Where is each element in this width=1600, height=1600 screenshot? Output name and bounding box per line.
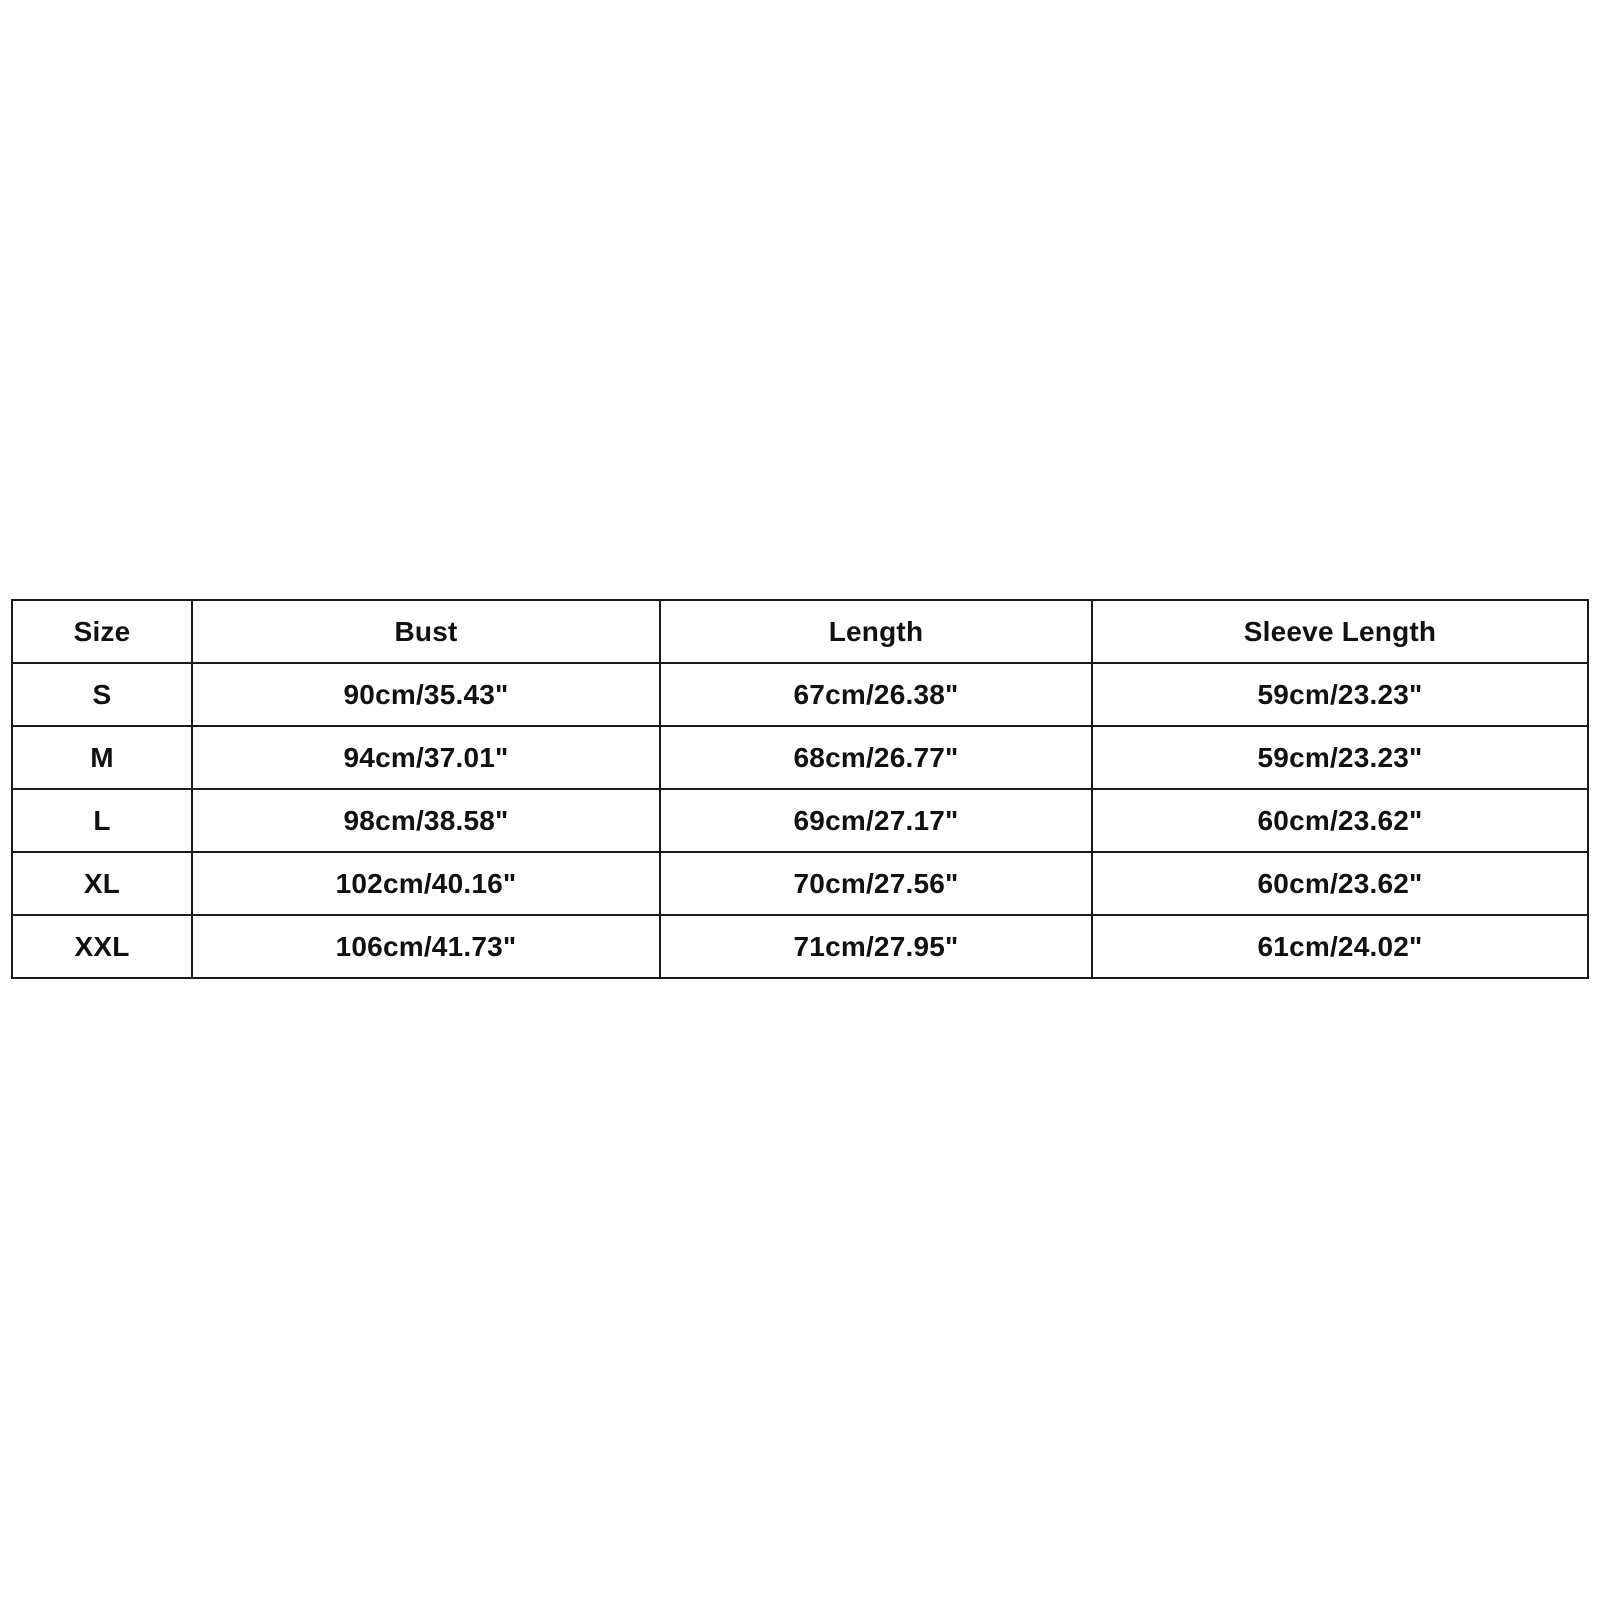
header-sleeve-length: Sleeve Length [1092, 600, 1588, 663]
header-bust: Bust [192, 600, 660, 663]
cell-bust: 102cm/40.16" [192, 852, 660, 915]
cell-sleeve-length: 59cm/23.23" [1092, 663, 1588, 726]
cell-length: 69cm/27.17" [660, 789, 1092, 852]
cell-sleeve-length: 60cm/23.62" [1092, 789, 1588, 852]
cell-sleeve-length: 59cm/23.23" [1092, 726, 1588, 789]
table-row [12, 789, 1588, 852]
cell-sleeve-length: 60cm/23.62" [1092, 852, 1588, 915]
cell-bust: 90cm/35.43" [192, 663, 660, 726]
table-row [12, 663, 1588, 726]
cell-size: L [12, 789, 192, 852]
cell-sleeve-length: 61cm/24.02" [1092, 915, 1588, 978]
table-row [12, 915, 1588, 978]
cell-bust: 106cm/41.73" [192, 915, 660, 978]
cell-length: 67cm/26.38" [660, 663, 1092, 726]
cell-size: XXL [12, 915, 192, 978]
cell-length: 70cm/27.56" [660, 852, 1092, 915]
table-row [12, 726, 1588, 789]
cell-size: XL [12, 852, 192, 915]
size-chart-table [11, 599, 1589, 979]
cell-length: 71cm/27.95" [660, 915, 1092, 978]
header-size: Size [12, 600, 192, 663]
header-length: Length [660, 600, 1092, 663]
cell-size: M [12, 726, 192, 789]
cell-bust: 94cm/37.01" [192, 726, 660, 789]
cell-size: S [12, 663, 192, 726]
cell-bust: 98cm/38.58" [192, 789, 660, 852]
table-header-row [12, 600, 1588, 663]
cell-length: 68cm/26.77" [660, 726, 1092, 789]
table-row [12, 852, 1588, 915]
